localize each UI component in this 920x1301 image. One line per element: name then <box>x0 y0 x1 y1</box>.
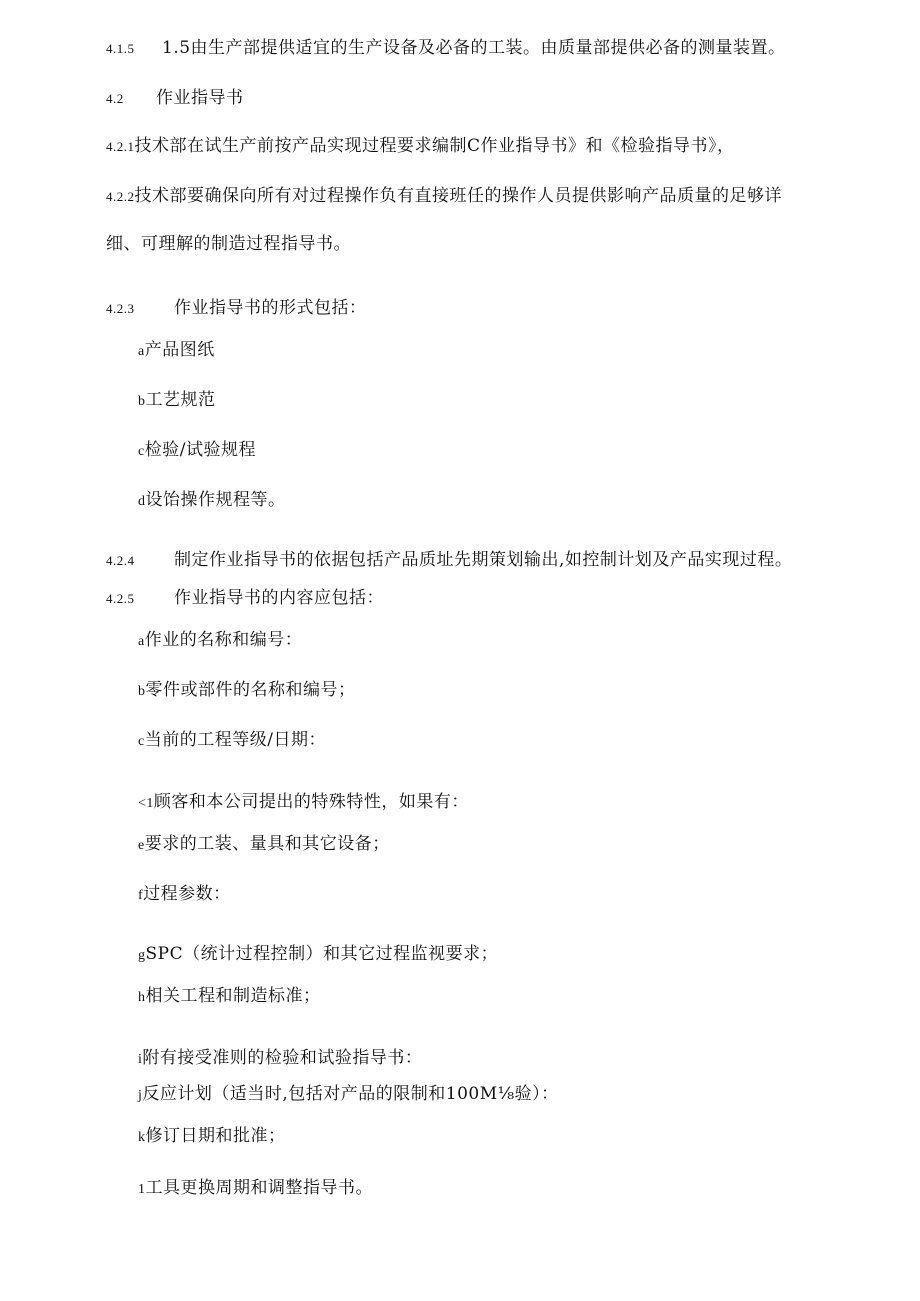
list-text: 当前的工程等级/日期： <box>144 730 326 750</box>
list-text: 要求的工装、量具和其它设备； <box>144 834 390 854</box>
content-list-item <box>138 728 326 754</box>
clause-4-2-1 <box>106 134 735 159</box>
content-list-item <box>138 1046 422 1072</box>
list-text: 作业的名称和编号： <box>144 630 303 650</box>
clause-number: 4.2 <box>106 91 124 106</box>
clause-number: 4.1.5 <box>106 41 135 56</box>
content-list-item <box>138 628 302 654</box>
list-marker: <1 <box>138 796 154 811</box>
content-list-item <box>138 984 321 1010</box>
content-list-item <box>138 1124 286 1150</box>
list-text: 相关工程和制造标准； <box>145 986 321 1006</box>
list-text: 产品图纸 <box>144 340 215 360</box>
clause-number: 4.2.5 <box>106 591 135 606</box>
list-marker: i <box>138 1052 143 1067</box>
list-marker: j <box>138 1088 143 1103</box>
content-list-item <box>138 942 498 968</box>
clause-4-2-5 <box>106 586 384 611</box>
clause-number: 4.2.1 <box>106 139 135 154</box>
list-marker: g <box>138 948 146 963</box>
list-text: 工艺规范 <box>145 390 216 410</box>
forms-list-item <box>138 388 216 414</box>
content-list-item <box>138 1176 373 1202</box>
content-list-item <box>138 882 231 908</box>
clause-text: 制定作业指导书的依据包括产品质址先期策划输出,如控制计划及产品实现过程。 <box>174 550 793 570</box>
clause-number: 4.2.4 <box>106 553 135 568</box>
clause-text: 作业指导书的内容应包括： <box>174 588 384 608</box>
list-marker: d <box>138 494 146 509</box>
list-marker: b <box>138 684 146 699</box>
list-marker: f <box>138 888 144 903</box>
clause-4-2-2-continued <box>106 232 351 256</box>
content-list-item <box>138 678 356 704</box>
clause-4-2-3 <box>106 296 367 321</box>
list-text: 设饴操作规程等。 <box>145 490 286 510</box>
clause-text: 作业指导书的形式包括： <box>174 298 367 318</box>
clause-4-2-2 <box>106 184 782 209</box>
list-text: 顾客和本公司提出的特殊特性，如果有： <box>153 792 469 812</box>
forms-list-item <box>138 338 215 364</box>
clause-4-1-5 <box>106 36 786 61</box>
list-text: 零件或部件的名称和编号； <box>145 680 356 700</box>
clause-text: 作业指导书 <box>156 88 244 108</box>
list-marker: c <box>138 444 145 459</box>
list-marker: 1 <box>138 1182 146 1197</box>
clause-text: 技术部在试生产前按产品实现过程要求编制C作业指导书》和《检验指导书》， <box>134 136 735 156</box>
list-text: 检验/试验规程 <box>144 440 256 460</box>
list-text: 过程参数： <box>143 884 231 904</box>
clause-number: 4.2.3 <box>106 301 135 316</box>
clause-4-2-4 <box>106 548 792 573</box>
forms-list-item <box>138 438 256 464</box>
list-marker: c <box>138 734 145 749</box>
list-text: 工具更换周期和调整指导书。 <box>145 1178 373 1198</box>
list-marker: a <box>138 634 145 649</box>
list-marker: b <box>138 394 146 409</box>
content-list-item <box>138 790 469 816</box>
list-text: 修订日期和批准； <box>145 1126 286 1146</box>
content-list-item <box>138 1082 559 1108</box>
clause-4-2 <box>106 86 244 111</box>
clause-number: 4.2.2 <box>106 189 135 204</box>
clause-text: 1.5由生产部提供适宜的生产设备及必备的工装。由质量部提供必备的测量装置。 <box>162 38 786 58</box>
forms-list-item <box>138 488 286 514</box>
clause-text: 技术部要确保向所有对过程操作负有直接班任的操作人员提供影响产品质量的足够详 <box>134 186 782 206</box>
list-marker: k <box>138 1130 146 1145</box>
list-marker: a <box>138 344 145 359</box>
list-text: SPC（统计过程控制）和其它过程监视要求； <box>145 944 499 964</box>
list-text: 附有接受准则的检验和试验指导书： <box>142 1048 423 1068</box>
list-marker: h <box>138 990 146 1005</box>
list-marker: e <box>138 838 145 853</box>
content-list-item <box>138 832 390 858</box>
clause-text: 细、可理解的制造过程指导书。 <box>106 234 351 254</box>
list-text: 反应计划（适当时,包括对产品的限制和100M⅛验）： <box>142 1084 559 1104</box>
